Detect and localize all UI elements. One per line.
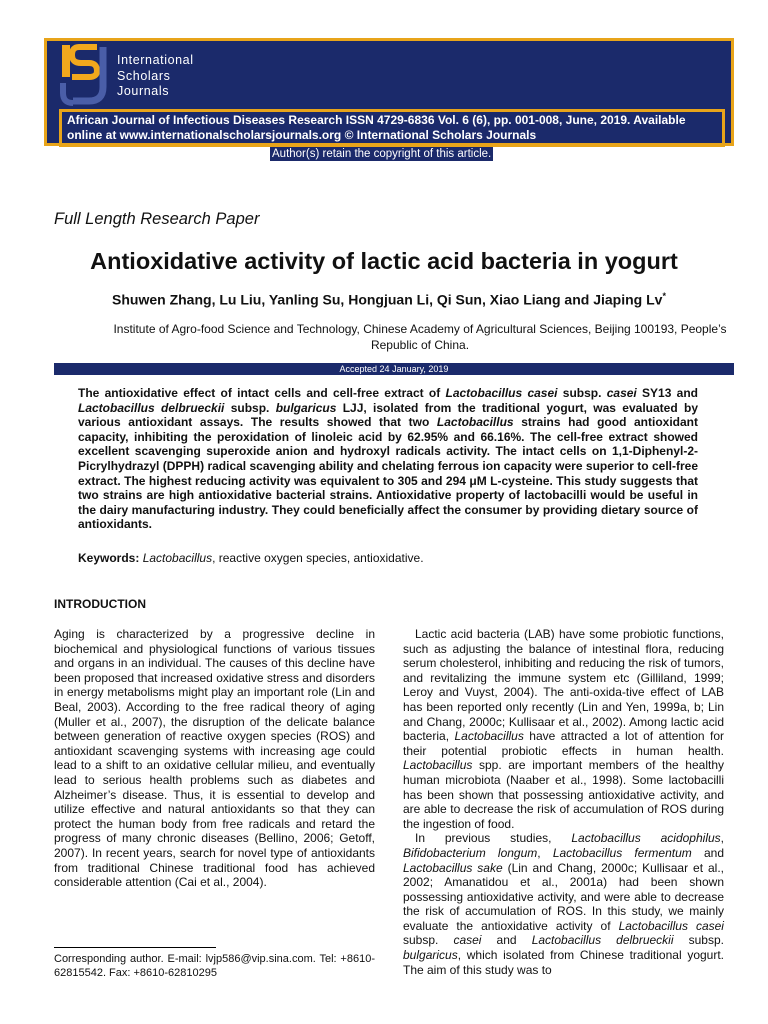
journal-citation: African Journal of Infectious Diseases Research ISSN 4729-6836 Vol. 6 (6), pp. 001-008, June, 2019. Available online at www.internationalscholarsjournals.org © International Scholars Journals (59, 109, 725, 147)
italic-text: Lactobacillus (403, 758, 473, 773)
keywords-list (139, 551, 423, 565)
text-run: , (537, 845, 553, 860)
logo-text (117, 53, 194, 100)
copyright-notice: Author(s) retain the copyright of this article. (272, 148, 492, 160)
italic-text: Lactobacillus (436, 415, 514, 430)
isj-logo-icon (59, 43, 109, 107)
italic-text: Lactobacillus delbrueckii (531, 933, 674, 948)
text-run: , reactive oxygen species, antioxidative. (212, 551, 424, 565)
text-run: LJJ, isolated from the traditional yogurt, was evaluated by various antioxidant assays. The results showed that two (78, 400, 698, 430)
logo-line: Journals (117, 84, 170, 98)
text-run: strains had good antioxidant capacity, inhibiting the peroxidation of linoleic acid by 62.95% and 66.16%. The cell-free extract showed excellent scavenging superoxide anion and hydroxyl radicals activity. The intact cells on 1,1-Diphenyl-2-Picrylhydrazyl (DPPH) radical scavenging ability and chelating ferrous ion capacity were superior to cell-free extract. The highest reducing activity was equivalent to 305 and 294 μM L-cysteine. This study suggests that two strains are high antioxidative bacterial strains. Antioxidative property of lactobacilli would be useful in the dairy manufacturing industry. They could beneficially affect the consumer by providing dietary source of antioxidants. (78, 415, 699, 532)
text-run: subsp. (224, 400, 276, 415)
text-run: Aging is characterized by a progressive decline in biochemical and physiological functions of various tissues and organs in an individual. The causes of this decline have been proposed that increased oxidative stress and disorders in energy metabolisms might play an important role (Lin and Beal, 2003). According to the free radical theory of aging (Muller et al., 2007), the disruption of the delicate balance between generation of reactive oxygen species (ROS) and antioxidant scavenging systems with increasing age could lead to a shift to an oxidative cellular milieu, and eventually lead to serious health problems such as diabetes and Alzheimer’s disease. Thus, it is essential to develop and utilize effective and natural antioxidants so that they can protect the human body from free radicals and retard the progress of many chronic diseases (Bellino, 2006; Getoff, 2007). In recent years, search for novel type of antioxidants from traditional Chinese traditional food has achieved considerable attention (Cai et al., 2004). (54, 627, 375, 890)
text-run: have attracted a lot of attention for their potential probiotic effects in human health. (403, 729, 725, 758)
logo-line: International (117, 53, 194, 67)
italic-text: Lactobacillus delbrueckii (78, 400, 225, 415)
accepted-date: Accepted 24 January, 2019 (54, 363, 734, 375)
text-run: subsp. (557, 386, 607, 400)
body-paragraph (54, 627, 375, 890)
text-run: subsp. (403, 933, 454, 948)
text-run: The antioxidative effect of intact cells and cell-free extract of (78, 386, 446, 400)
affiliation: Institute of Agro-food Science and Technology, Chinese Academy of Agricultural Sciences, Beijing 100193, People’s Republic of China. (113, 322, 727, 352)
text-run: , (720, 831, 724, 846)
journal-logo (57, 43, 227, 107)
italic-text: Lactobacillus acidophilus (571, 831, 721, 846)
text-run: subsp. (673, 933, 724, 948)
paper-title: Antioxidative activity of lactic acid bacteria in yogurt (90, 248, 678, 274)
keywords (78, 551, 424, 565)
corresponding-author-mark: * (662, 291, 666, 301)
text-run: , which isolated from Chinese traditional yogurt. The aim of this study was to (403, 948, 724, 977)
text-run: (Lin and Chang, 2000c; Kullisaar et al., 2002; Amanatidou et al., 2001a) had been shown possessing antioxidative activity, and were able to decrease the risk of accumulation of ROS. In this study, we mainly evaluate the antioxidative activity of (403, 860, 724, 933)
body-paragraph (403, 627, 724, 831)
italic-text: Lactobacillus (454, 729, 524, 744)
footnote-rule (54, 947, 216, 948)
text-run: In previous studies, (415, 831, 572, 846)
logo-line: Scholars (117, 68, 171, 83)
italic-text: Lactobacillus casei (618, 918, 724, 933)
italic-text: bulgaricus (275, 400, 337, 415)
footnote-corresponding-author: Corresponding author. E-mail: lvjp586@vip.sina.com. Tel: +8610-62815542. Fax: +8610-62810295 (54, 953, 375, 979)
section-heading-introduction: INTRODUCTION (54, 597, 146, 611)
keywords-label: Keywords: (78, 551, 140, 565)
body-paragraph (403, 831, 724, 977)
text-run: and (481, 933, 532, 948)
italic-text: Lactobacillus (142, 551, 213, 565)
abstract (78, 386, 698, 532)
text-run: spp. are important members of the healthy human microbiota (Naaber et al., 1998). Some lactobacilli has been shown that possessing antioxidative activity, and are able to decrease the risk of accumulation of ROS during the ingestion of food. (403, 758, 724, 831)
text-run: Lactic acid bacteria (LAB) have some probiotic functions, such as adjusting the balance of intestinal flora, reducing serum cholesterol, inhibiting and reducing the risk of tumors, and revitalizing the immune system etc (Gilliland, 1999; Leroy and Vuyst, 2004). The anti-oxida-tive effect of LAB has been reported only recently (Lin and Yen, 1999a, b; Lin and Chang, 2000c; Kullisaar et al., 2002). Among lactic acid bacteria, (403, 627, 724, 744)
italic-text: Lactobacillus fermentum (552, 845, 692, 860)
journal-header (44, 38, 734, 146)
italic-text: casei (453, 933, 482, 948)
author-names: Shuwen Zhang, Lu Liu, Yanling Su, Hongjuan Li, Qi Sun, Xiao Liang and Jiaping Lv (112, 291, 663, 308)
italic-text: casei (606, 386, 637, 400)
italic-text: Lactobacillus sake (403, 860, 503, 875)
italic-text: bulgaricus (403, 948, 458, 963)
italic-text: Lactobacillus casei (445, 386, 558, 400)
text-column-left (54, 627, 375, 890)
text-run: and (691, 845, 724, 860)
author-list (0, 291, 768, 308)
text-run: SY13 and (636, 386, 699, 400)
text-column-right (403, 627, 724, 977)
paper-type: Full Length Research Paper (54, 210, 260, 228)
italic-text: Bifidobacterium longum (403, 845, 538, 860)
